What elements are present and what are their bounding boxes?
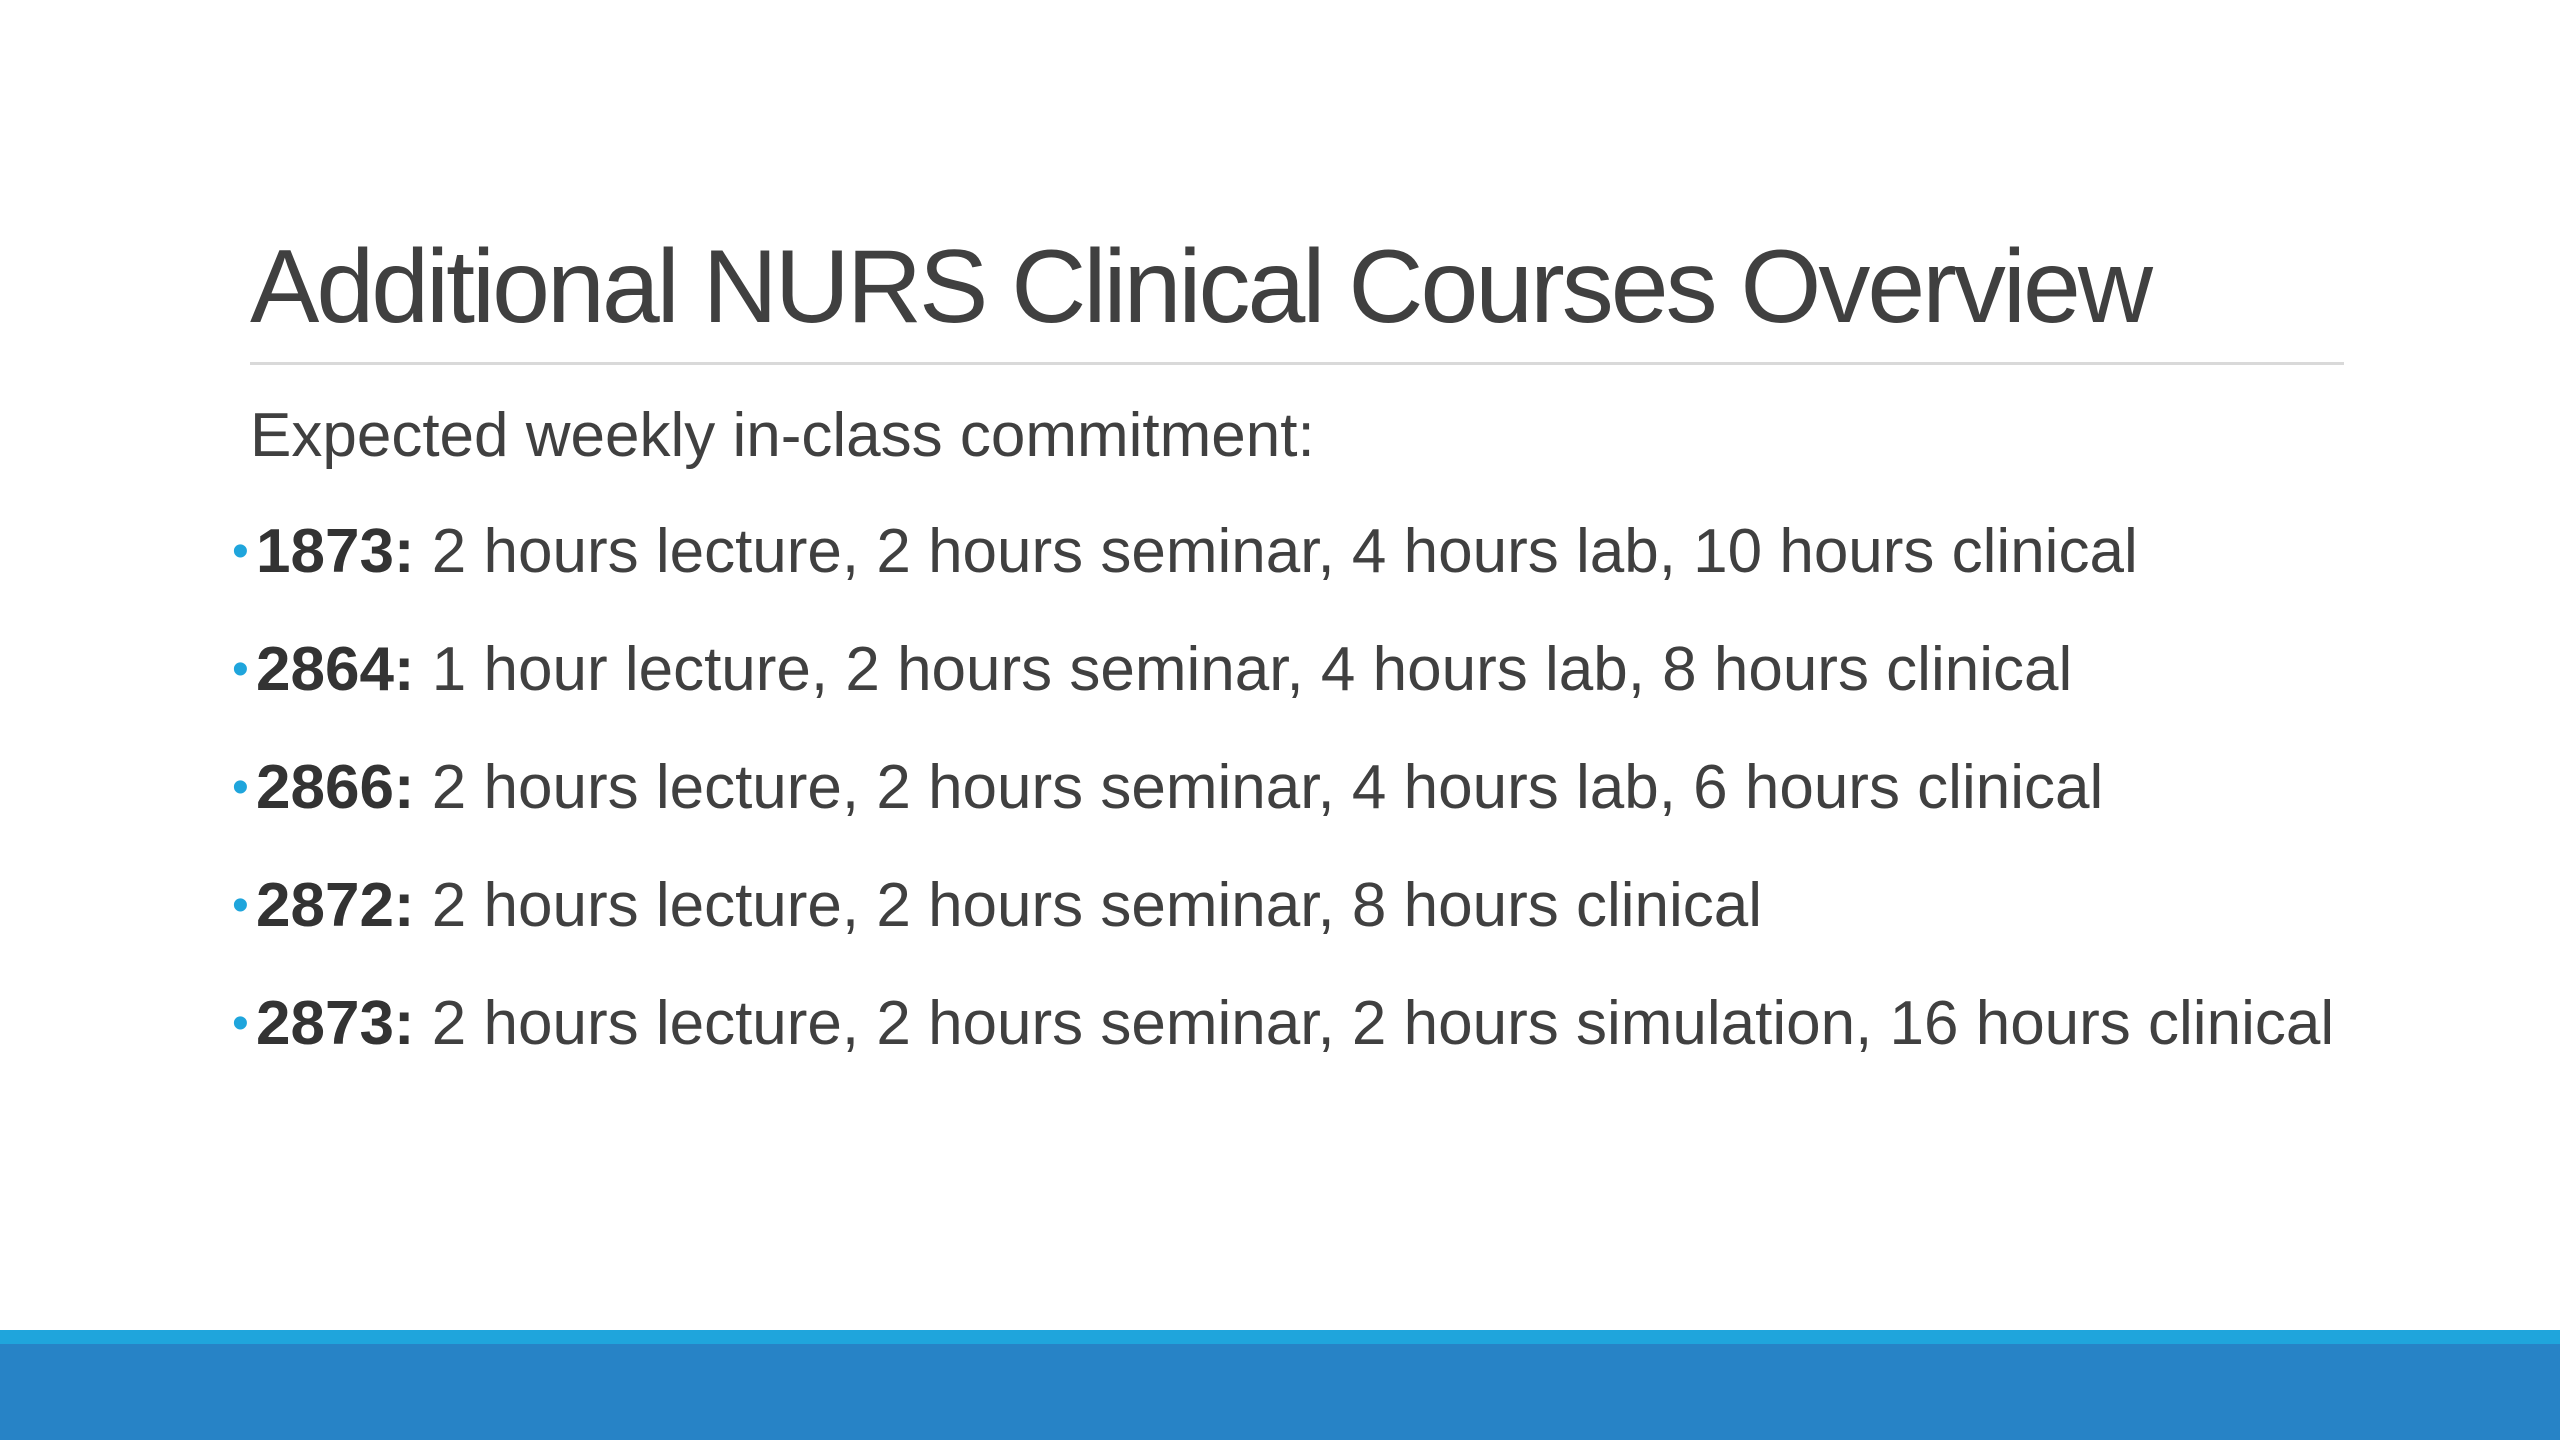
title-divider	[250, 362, 2344, 365]
list-item	[228, 512, 2338, 592]
bullet-icon: •	[232, 997, 249, 1050]
course-hours: 2 hours lecture, 2 hours seminar, 4 hours lab, 10 hours clinical	[414, 517, 2138, 586]
course-hours: 1 hour lecture, 2 hours seminar, 4 hours lab, 8 hours clinical	[414, 635, 2073, 704]
bullet-icon: •	[232, 525, 249, 578]
course-code: 2866:	[256, 753, 415, 822]
list-item	[228, 866, 2338, 946]
bullet-list	[228, 512, 2338, 1102]
course-code: 2872:	[256, 871, 415, 940]
slide-title: Additional NURS Clinical Courses Overview	[250, 229, 2150, 345]
course-code: 2873:	[256, 989, 415, 1058]
bullet-icon: •	[232, 643, 249, 696]
bullet-icon: •	[232, 761, 249, 814]
course-code: 1873:	[256, 517, 415, 586]
slide-subtitle: Expected weekly in-class commitment:	[250, 401, 1315, 470]
course-hours: 2 hours lecture, 2 hours seminar, 4 hours lab, 6 hours clinical	[414, 753, 2104, 822]
list-item	[228, 630, 2338, 710]
course-hours: 2 hours lecture, 2 hours seminar, 2 hours simulation, 16 hours clinical	[414, 989, 2335, 1058]
footer-band	[0, 1344, 2560, 1440]
footer-band-accent	[0, 1330, 2560, 1344]
list-item	[228, 748, 2338, 828]
list-item	[228, 984, 2338, 1064]
course-code: 2864:	[256, 635, 415, 704]
course-hours: 2 hours lecture, 2 hours seminar, 8 hours clinical	[414, 871, 1763, 940]
bullet-icon: •	[232, 879, 249, 932]
